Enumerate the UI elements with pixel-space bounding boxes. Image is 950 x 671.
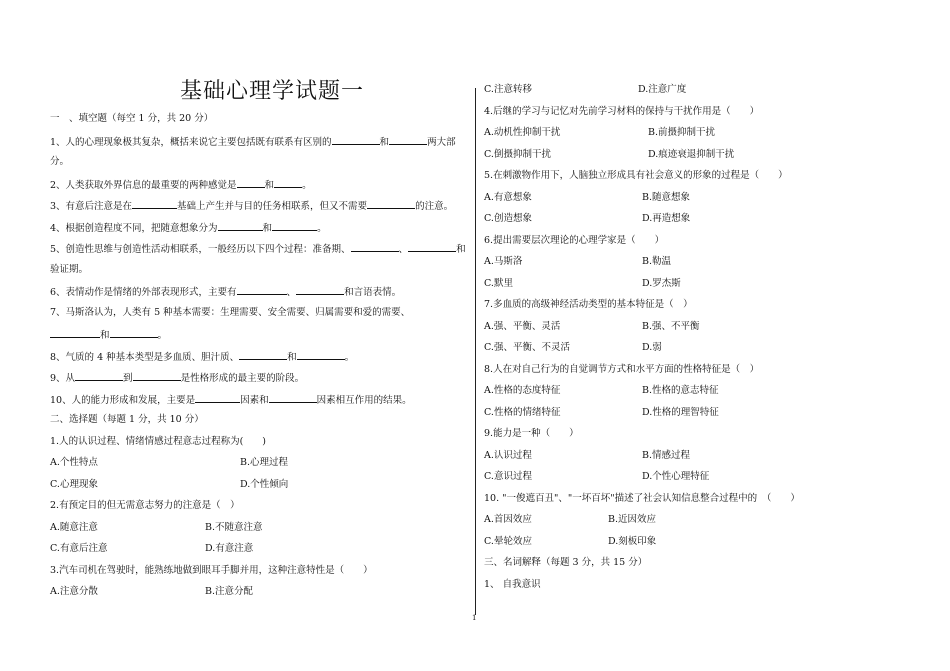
mc5-option-d[interactable]: D.再造想象: [642, 213, 691, 224]
mc2-option-a[interactable]: A.随意注意: [50, 522, 98, 533]
fill-question-1-cont: 分。: [50, 156, 70, 167]
mc4-option-d[interactable]: D.痕迹衰退抑制干扰: [648, 149, 735, 160]
answer-blank[interactable]: [110, 328, 158, 338]
mc10-option-c[interactable]: C.晕轮效应: [484, 536, 532, 547]
mc-question-9: 9.能力是一种（ ）: [484, 428, 579, 439]
answer-blank[interactable]: [195, 393, 240, 403]
mc-question-3: 3.汽车司机在驾驶时，能熟练地做到眼耳手脚并用，这种注意特性是（ ）: [50, 565, 373, 576]
answer-blank[interactable]: [367, 199, 415, 209]
mc8-option-d[interactable]: D.性格的理智特征: [642, 407, 719, 418]
answer-blank[interactable]: [133, 371, 181, 381]
mc3-option-d[interactable]: D.注意广度: [638, 84, 687, 95]
mc3-option-c[interactable]: C.注意转移: [484, 84, 532, 95]
answer-blank[interactable]: [389, 135, 427, 145]
mc6-option-c[interactable]: C.默里: [484, 278, 513, 289]
answer-blank[interactable]: [274, 178, 302, 188]
mc1-option-d[interactable]: D.个性倾向: [240, 479, 289, 490]
mc4-option-c[interactable]: C.倒摄抑制干扰: [484, 149, 551, 160]
mc9-option-c[interactable]: C.意识过程: [484, 471, 532, 482]
mc8-option-c[interactable]: C.性格的情绪特征: [484, 407, 561, 418]
mc7-option-c[interactable]: C.强、平衡、不灵活: [484, 342, 570, 353]
mc-question-4: 4.后继的学习与记忆对先前学习材料的保持与干扰作用是（ ）: [484, 106, 760, 117]
mc1-option-c[interactable]: C.心理现象: [50, 479, 98, 490]
column-divider: [475, 88, 476, 615]
fill-question-1: 1、人的心理现象极其复杂，概括来说它主要包括既有联系有区别的 和 两大部: [50, 137, 456, 148]
fill-question-3: 3、有意后注意是在 基础上产生并与目的任务相联系，但又不需要 的注意。: [50, 201, 454, 212]
fill-question-7: 7、马斯洛认为，人类有 5 种基本需要：生理需要、安全需要、归属需要和爱的需要、: [50, 307, 411, 318]
answer-blank[interactable]: [218, 221, 263, 231]
mc6-option-a[interactable]: A.马斯洛: [484, 256, 523, 267]
mc-question-10: 10. "一俊遮百丑"、"一坏百坏"描述了社会认知信息整合过程中的 （ ）: [484, 493, 800, 504]
mc6-option-b[interactable]: B.勒温: [642, 256, 672, 267]
exam-title: 基础心理学试题一: [180, 79, 365, 104]
mc9-option-a[interactable]: A.认识过程: [484, 450, 532, 461]
mc-question-1: 1.人的认识过程、情绪情感过程意志过程称为( ): [50, 436, 266, 447]
mc-question-2: 2.有预定目的但无需意志努力的注意是（ ）: [50, 500, 240, 511]
mc5-option-a[interactable]: A.有意想象: [484, 192, 532, 203]
answer-blank[interactable]: [50, 328, 100, 338]
mc-question-7: 7.多血质的高级神经活动类型的基本特征是（ ）: [484, 299, 693, 310]
mc3-option-b[interactable]: B.注意分配: [205, 586, 254, 597]
answer-blank[interactable]: [408, 242, 456, 252]
mc9-option-b[interactable]: B.情感过程: [642, 450, 691, 461]
mc-question-8: 8.人在对自己行为的自觉调节方式和水平方面的性格特征是（ ）: [484, 364, 760, 375]
mc7-option-a[interactable]: A.强、平衡、灵活: [484, 321, 561, 332]
mc8-option-b[interactable]: B.性格的意志特征: [642, 385, 719, 396]
mc1-option-a[interactable]: A.个性特点: [50, 457, 98, 468]
mc10-option-b[interactable]: B.近因效应: [608, 514, 657, 525]
fill-question-5-cont: 验证期。: [50, 264, 89, 275]
mc9-option-d[interactable]: D.个性心理特征: [642, 471, 710, 482]
mc2-option-d[interactable]: D.有意注意: [205, 543, 254, 554]
mc-question-5: 5.在刺激物作用下，人脑独立形成具有社会意义的形象的过程是（ ）: [484, 170, 788, 181]
mc2-option-c[interactable]: C.有意后注意: [50, 543, 108, 554]
mc4-option-a[interactable]: A.动机性抑制干扰: [484, 127, 561, 138]
mc6-option-d[interactable]: D.罗杰斯: [642, 278, 681, 289]
answer-blank[interactable]: [75, 371, 123, 381]
answer-blank[interactable]: [132, 199, 177, 209]
mc10-option-d[interactable]: D.刻板印象: [608, 536, 657, 547]
fill-question-6: 6、表情动作是情绪的外部表现形式，主要有 、 和言语表情。: [50, 287, 402, 298]
mc8-option-a[interactable]: A.性格的态度特征: [484, 385, 561, 396]
mc-question-6: 6.提出需要层次理论的心理学家是（ ）: [484, 235, 665, 246]
answer-blank[interactable]: [296, 285, 344, 295]
fill-question-10: 10、人的能力形成和发展，主要是 因素和 因素相互作用的结果。: [50, 395, 412, 406]
answer-blank[interactable]: [237, 285, 287, 295]
mc7-option-b[interactable]: B.强、不平衡: [642, 321, 700, 332]
answer-blank[interactable]: [269, 393, 317, 403]
section-1-heading: 一 、填空题（每空 1 分，共 20 分）: [50, 113, 214, 124]
answer-blank[interactable]: [297, 350, 345, 360]
term-question-1: 1、 自我意识: [484, 579, 541, 590]
mc5-option-b[interactable]: B.随意想象: [642, 192, 691, 203]
page-number: 1: [472, 614, 477, 622]
fill-question-7-cont: 和 。: [50, 328, 167, 342]
answer-blank[interactable]: [237, 178, 265, 188]
answer-blank[interactable]: [351, 242, 399, 252]
section-2-heading: 二、选择题（每题 1 分，共 10 分）: [50, 414, 204, 425]
answer-blank[interactable]: [239, 350, 287, 360]
mc5-option-c[interactable]: C.创造想象: [484, 213, 532, 224]
fill-question-2: 2、人类获取外界信息的最重要的两种感觉是 和 。: [50, 180, 312, 191]
fill-question-4: 4、根据创造程度不同，把随意想象分为 和 。: [50, 223, 327, 234]
mc1-option-b[interactable]: B.心理过程: [240, 457, 289, 468]
mc7-option-d[interactable]: D.弱: [642, 342, 662, 353]
mc3-option-a[interactable]: A.注意分散: [50, 586, 98, 597]
mc10-option-a[interactable]: A.首因效应: [484, 514, 532, 525]
mc2-option-b[interactable]: B.不随意注意: [205, 522, 263, 533]
answer-blank[interactable]: [272, 221, 317, 231]
mc4-option-b[interactable]: B.前摄抑制干扰: [648, 127, 716, 138]
section-3-heading: 三、名词解释（每题 3 分，共 15 分）: [484, 557, 648, 568]
answer-blank[interactable]: [332, 135, 380, 145]
fill-question-8: 8、气质的 4 种基本类型是多血质、胆汁质、 和 。: [50, 352, 355, 363]
fill-question-9: 9、从 到 是性格形成的最主要的阶段。: [50, 373, 305, 384]
fill-question-5: 5、创造性思维与创造性活动相联系，一般经历以下四个过程：准备期、 、 和: [50, 244, 466, 255]
